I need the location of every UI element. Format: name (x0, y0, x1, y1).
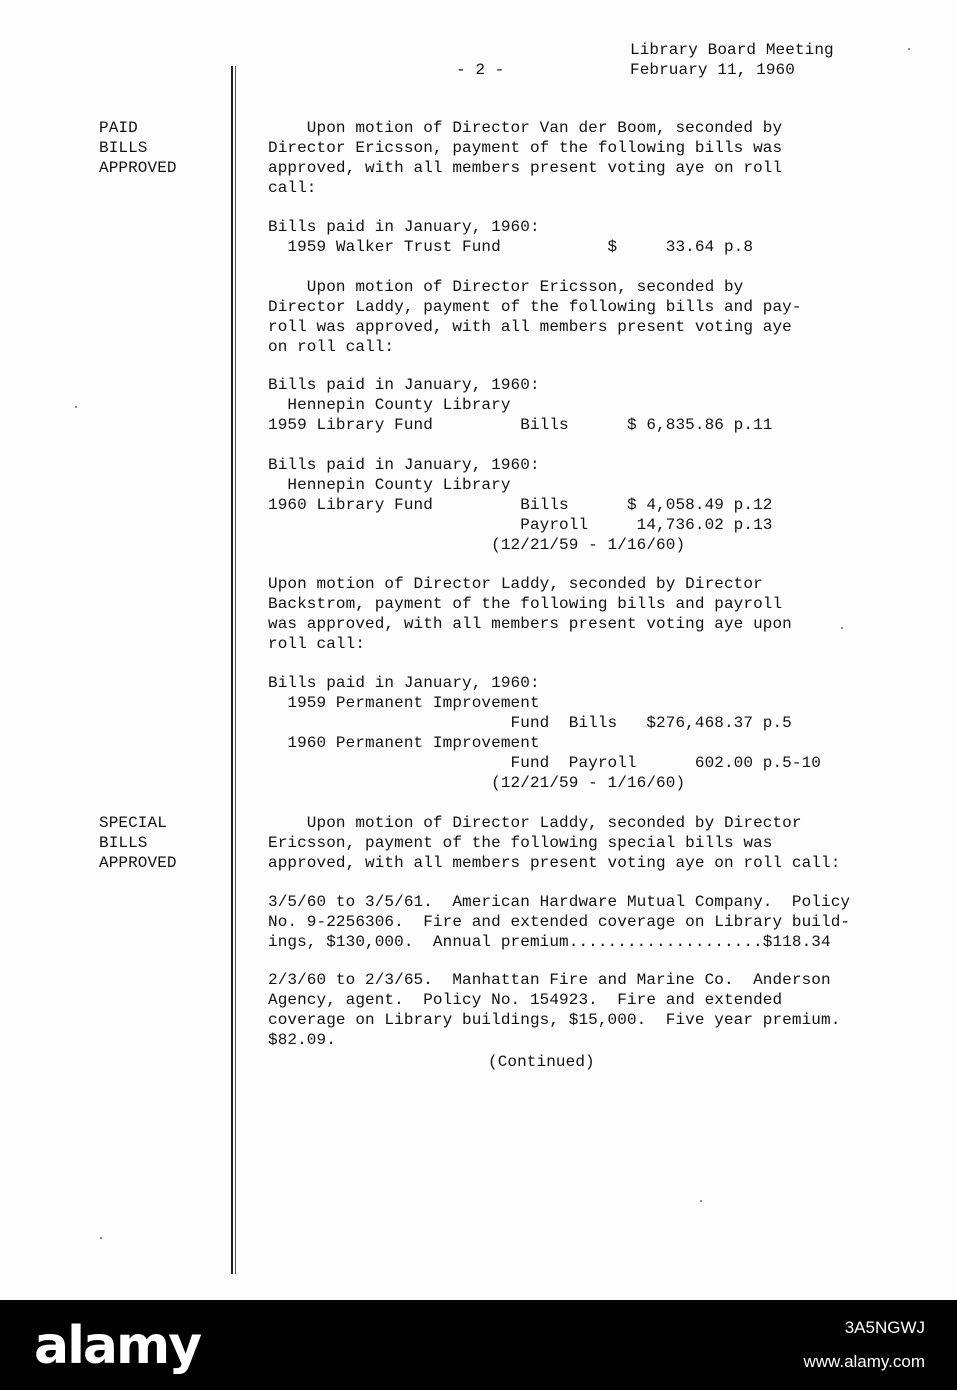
text-line: roll was approved, with all members present voting aye (268, 318, 792, 336)
image-code: 3A5NGWJ (844, 1318, 925, 1337)
text-line: 1959 Library Fund Bills $ 6,835.86 p.11 (268, 416, 773, 434)
text-line: call: (268, 179, 317, 197)
text-line: Upon motion of Director Laddy, seconded by Director (268, 814, 802, 832)
text-line: Hennepin County Library (268, 396, 511, 414)
text-line: 3/5/60 to 3/5/61. American Hardware Mutual Company. Policy (268, 893, 851, 911)
text-line: roll call: (268, 635, 366, 653)
meeting-title: Library Board Meeting (630, 41, 834, 59)
margin-label-paid: BILLS (99, 139, 148, 157)
margin-label-special: SPECIAL (99, 814, 167, 832)
text-line: 2/3/60 to 2/3/65. Manhattan Fire and Marine Co. Anderson (268, 971, 831, 989)
brand-logo: alamy (34, 1316, 201, 1376)
text-line: Fund Bills $276,468.37 p.5 (268, 714, 792, 732)
text-line: Fund Payroll 602.00 p.5-10 (268, 754, 821, 772)
text-line: 1959 Permanent Improvement (268, 694, 540, 712)
text-line: Director Laddy, payment of the following bills and pay- (268, 298, 802, 316)
text-line: Upon motion of Director Van der Boom, seconded by (268, 119, 783, 137)
meeting-date: February 11, 1960 (630, 61, 795, 79)
text-line: Backstrom, payment of the following bills and payroll (268, 595, 783, 613)
margin-label-paid: PAID (99, 119, 138, 137)
scan-speck (841, 627, 843, 629)
text-line: Upon motion of Director Ericsson, seconded by (268, 278, 744, 296)
scan-speck (908, 48, 910, 50)
text-line: 1959 Walker Trust Fund $ 33.64 p.8 (268, 238, 754, 256)
site-url: www.alamy.com (803, 1352, 925, 1371)
text-line: approved, with all members present voting aye on roll call: (268, 854, 841, 872)
text-line: Bills paid in January, 1960: (268, 376, 540, 394)
text-line: No. 9-2256306. Fire and extended coverage on Library build- (268, 913, 851, 931)
text-line: Bills paid in January, 1960: (268, 218, 540, 236)
margin-label-paid: APPROVED (99, 159, 177, 177)
text-line: Agency, agent. Policy No. 154923. Fire and extended (268, 991, 783, 1009)
margin-label-special: APPROVED (99, 854, 177, 872)
page-number: - 2 - (456, 61, 505, 79)
text-line: Hennepin County Library (268, 476, 511, 494)
text-line: Ericsson, payment of the following special bills was (268, 834, 773, 852)
margin-rule (231, 66, 233, 1274)
continued-note: (Continued) (488, 1053, 595, 1071)
text-line: Payroll 14,736.02 p.13 (268, 516, 773, 534)
text-line: ings, $130,000. Annual premium....................$118.34 (268, 933, 831, 951)
text-line: Bills paid in January, 1960: (268, 674, 540, 692)
scan-speck (700, 1200, 702, 1202)
scan-speck (100, 1237, 102, 1239)
margin-label-special: BILLS (99, 834, 148, 852)
text-line: approved, with all members present voting aye on roll (268, 159, 783, 177)
text-line: (12/21/59 - 1/16/60) (268, 774, 686, 792)
text-line: $82.09. (268, 1031, 336, 1049)
text-line: was approved, with all members present voting aye upon (268, 615, 792, 633)
text-line: Director Ericsson, payment of the following bills was (268, 139, 783, 157)
text-line: 1960 Permanent Improvement (268, 734, 540, 752)
text-line: Bills paid in January, 1960: (268, 456, 540, 474)
text-line: (12/21/59 - 1/16/60) (268, 536, 686, 554)
text-line: Upon motion of Director Laddy, seconded by Director (268, 575, 763, 593)
text-line: coverage on Library buildings, $15,000. Five year premium. (268, 1011, 841, 1029)
scan-speck (75, 406, 77, 408)
text-line: 1960 Library Fund Bills $ 4,058.49 p.12 (268, 496, 773, 514)
margin-rule-secondary (235, 66, 236, 1274)
text-line: on roll call: (268, 338, 395, 356)
